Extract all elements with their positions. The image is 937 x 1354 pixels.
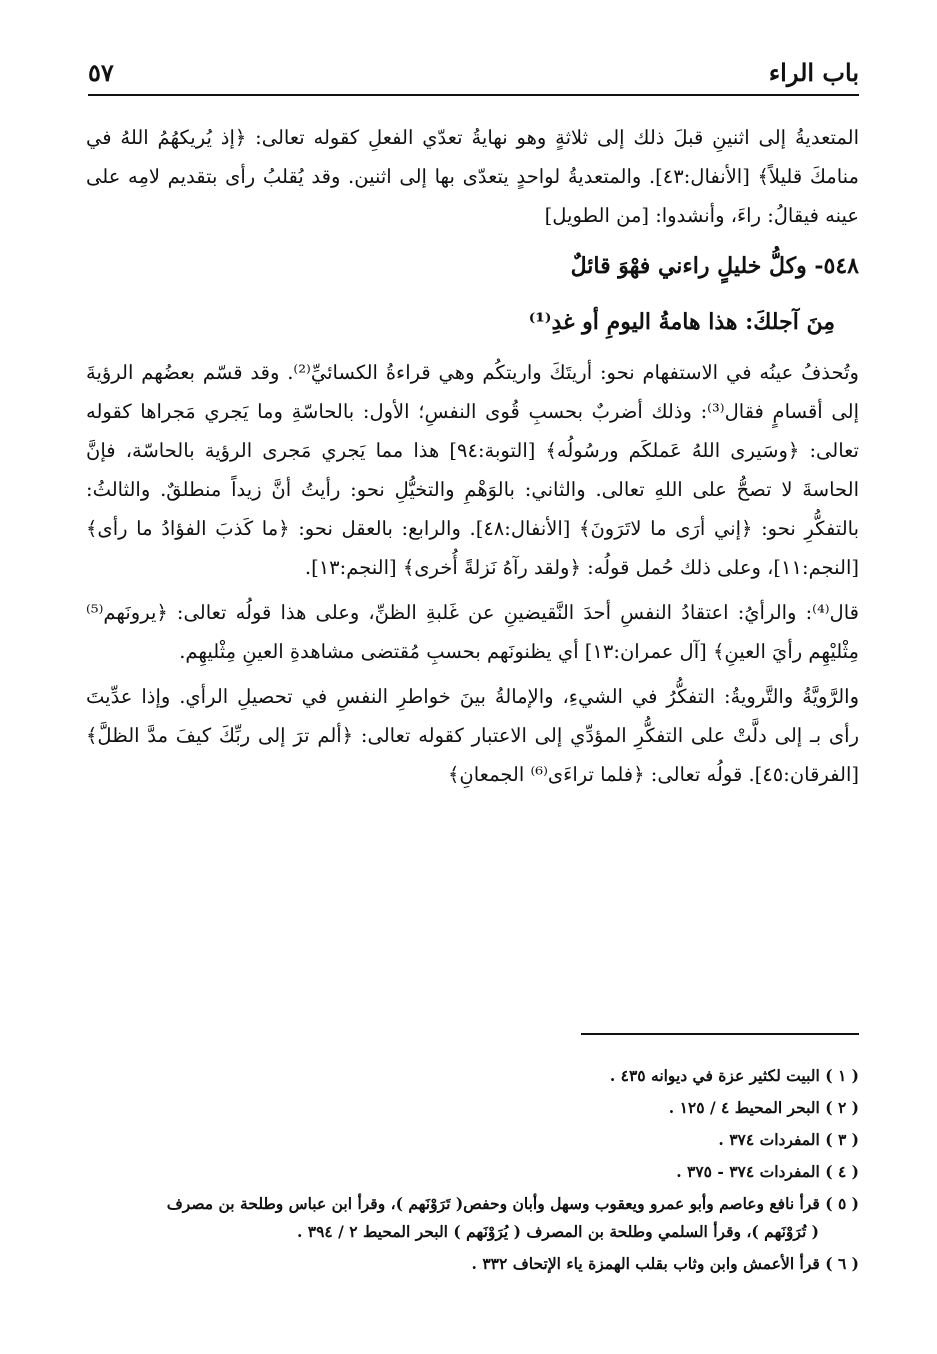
main-text xyxy=(86,118,859,800)
footnote-2 xyxy=(86,1094,859,1122)
footnote-text-continued: ( تُرَوْنَهم )، وقرأ السلمي وطلحة بن المصرف ( يُرَوْنَهم ) البحر المحيط ٢ / ٣٩٤ . xyxy=(296,1222,819,1241)
footnote-number: ( ٥ ) xyxy=(825,1194,859,1213)
footnote-number: ( ٣ ) xyxy=(825,1130,859,1149)
footnote-text: المفردات ٣٧٤ - ٣٧٥ . xyxy=(676,1162,820,1181)
page-header xyxy=(88,58,859,96)
verse-line-2: مِنَ آجلكَ: هذا هامةُ اليومِ أو غدِ⁽¹⁾ xyxy=(528,309,835,335)
footnote-3 xyxy=(86,1126,859,1154)
footnote-6 xyxy=(86,1250,859,1278)
footnote-4 xyxy=(86,1158,859,1186)
footnote-text: البيت لكثير عزة في ديوانه ٤٣٥ . xyxy=(609,1066,820,1085)
footnote-number: ( ١ ) xyxy=(825,1066,859,1085)
footnote-1 xyxy=(86,1062,859,1090)
footnote-number: ( ٤ ) xyxy=(825,1162,859,1181)
paragraph-3: قال⁽⁴⁾: والرأيُ: اعتقادُ النفسِ أحدَ النَّقيضينِ عن غَلبةِ الظنِّ، وعلى هذا قولُه تعالى: ﴿يرونَهم⁽⁵⁾ مِثْليْهِم رأيَ العينِ﴾ [آل عمران:١٣] أي يظنونَهم بحسبِ مُقتضى مشاهدةِ العينِ مِثْليهِم. xyxy=(86,601,859,663)
chapter-title: باب الراء xyxy=(768,58,859,87)
page-number: ٥٧ xyxy=(88,58,114,87)
paragraph-4: والرَّويَّةُ والتَّرويةُ: التفكُّرُ في الشيءِ، والإمالةُ بينَ خواطرِ النفسِ في تحصيلِ الرأي. وإذا عدِّيتَ رأى بـ إلى دلَّتْ على التفكُّرِ المؤدِّي إلى الاعتبار كقوله تعالى: ﴿ألم ترَ إلى ربِّكَ كيفَ مدَّ الظلَّ﴾ [الفرقان:٤٥]. قولُه تعالى: ﴿فلما تراءَى⁽⁶⁾ الجمعانِ﴾ xyxy=(86,685,859,786)
verse-line-1: ٥٤٨- وكلُّ خليلٍ راءني فهْوَ قائلٌ xyxy=(570,253,859,279)
footnote-5 xyxy=(86,1190,859,1246)
footnote-number: ( ٢ ) xyxy=(825,1098,859,1117)
footnote-text: قرأ نافع وعاصم وأبو عمرو ويعقوب وسهل وأبان وحفص( تَرَوْنَهم )، وقرأ ابن عباس وطلحة بن مصرف xyxy=(166,1194,820,1213)
paragraph-2: وتُحذفُ عينُه في الاستفهام نحو: أريتَكَ واريتكُم وهي قراءةُ الكسائيِّ⁽²⁾. وقد قسّم بعضُهم الرؤيةَ إلى أقسامٍ فقال⁽³⁾: وذلك أضربٌ بحسبِ قُوى النفسِ؛ الأول: بالحاسّةِ وما يَجري مَجراها كقوله تعالى: ﴿وسَيرى اللهُ عَملكَم ورسُولُه﴾ [التوبة:٩٤] هذا مما يَجري مَجرى الرؤية بالحاسّة، فإنَّ الحاسةَ لا تصحُّ على اللهِ تعالى. والثاني: بالوَهْمِ والتخيُّلِ نحو: رأيتُ أنَّ زيداً منطلقٌ. والثالثُ: بالتفكُّرِ نحو: ﴿إني أرَى ما لاتَرَونَ﴾ [الأنفال:٤٨]. والرابع: بالعقل نحو: ﴿ما كَذبَ الفؤادُ ما رأى﴾ [النجم:١١]، وعلى ذلك حُمل قولُه: ﴿ولقد رآهُ نَزلةً أُخرى﴾ [النجم:١٣]. xyxy=(86,361,860,579)
footnote-text: المفردات ٣٧٤ . xyxy=(718,1130,820,1149)
footnote-text: قرأ الأعمش وابن وثاب بقلب الهمزة ياء الإتحاف ٣٣٢ . xyxy=(471,1254,820,1273)
footnote-divider xyxy=(581,1033,859,1035)
footnotes xyxy=(86,1062,859,1282)
footnote-text: البحر المحيط ٤ / ١٢٥ . xyxy=(668,1098,820,1117)
footnote-number: ( ٦ ) xyxy=(825,1254,859,1273)
paragraph-1: المتعديةُ إلى اثنينِ قبلَ ذلك إلى ثلاثةٍ وهو نهايةُ تعدّي الفعلِ كقوله تعالى: ﴿إذ يُريكهُمُ اللهُ في منامكَ قليلاً﴾ [الأنفال:٤٣]. والمتعديةُ لواحدٍ يتعدّى بها إلى اثنين. وقد يُقلبُ رأى بتقديم لامِه على عينه فيقالُ: راءَ، وأنشدوا: [من الطويل] xyxy=(86,126,860,227)
